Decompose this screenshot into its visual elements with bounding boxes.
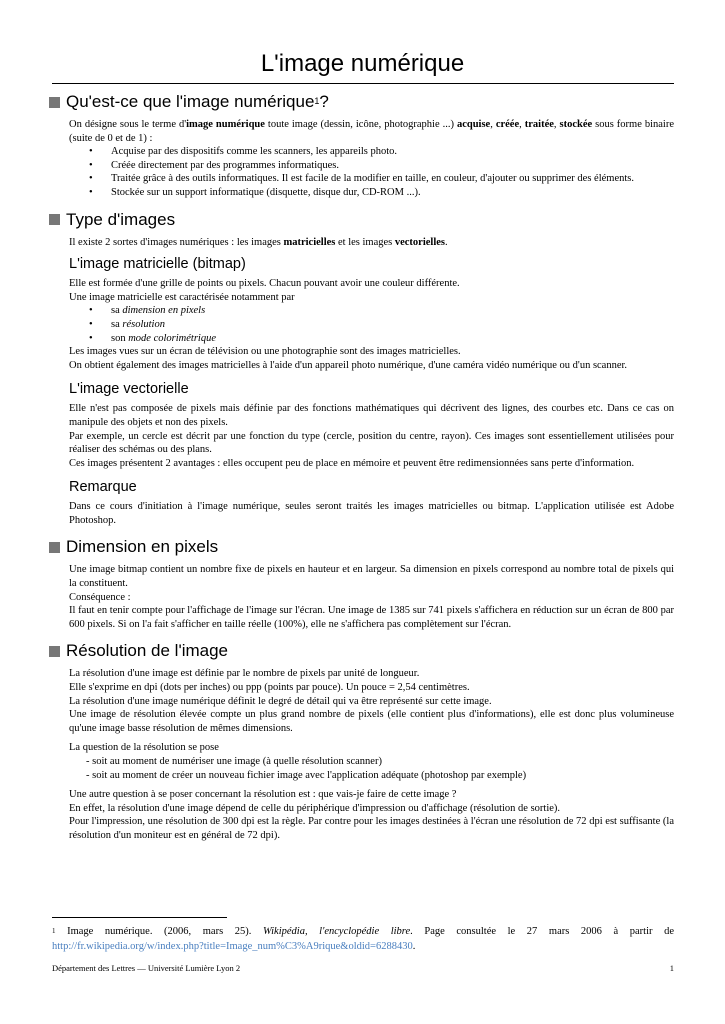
- paragraph: Une image matricielle est caractérisée notamment par: [69, 291, 295, 303]
- page-number: 1: [669, 963, 674, 973]
- title-rule: [52, 83, 674, 84]
- section-heading: [49, 640, 674, 662]
- subsection-heading: L'image matricielle (bitmap): [69, 256, 246, 273]
- square-bullet-icon: [49, 214, 60, 225]
- bold-term: vectorielles: [394, 236, 445, 248]
- heading-text: Résolution de l'image: [66, 641, 229, 661]
- paragraph: La résolution d'une image numérique définit le degré de détail qui va être représenté sur cette image.: [69, 695, 492, 707]
- section-types: [52, 209, 674, 528]
- list-item: [69, 304, 674, 318]
- italic-term: mode colorimétrique: [128, 332, 216, 344]
- text-run: On désigne sous le terme d': [69, 119, 187, 130]
- paragraph: Conséquence :: [69, 591, 131, 603]
- paragraph: Ces images présentent 2 avantages : elles occupent peu de place en mémoire et peuvent être redimensionnées sans perte d'information.: [69, 457, 635, 469]
- page-footer: [52, 963, 674, 974]
- text-run: et les images: [335, 236, 395, 248]
- text-run: Il existe 2 sortes d'images numériques : les images: [69, 236, 284, 248]
- heading-text: Qu'est-ce que l'image numérique: [66, 92, 315, 111]
- dash-item: - soit au moment de créer un nouveau fichier image avec l'application adéquate (photoshop par exemple): [86, 769, 527, 781]
- heading-text: Type d'images: [66, 209, 176, 229]
- footer-left: Département des Lettres — Université Lumière Lyon 2: [52, 963, 241, 973]
- bold-term: matricielles: [283, 236, 336, 248]
- paragraph: Une image bitmap contient un nombre fixe de pixels en hauteur et en largeur. Sa dimension en pixels correspond au nombre total de pixels qui la constituent.: [69, 564, 674, 590]
- paragraph: Une image de résolution élevée compte un plus grand nombre de pixels (elle contient plus d'informations), elle est donc plus volumineuse qu'une image basse résolution de mêmes dimensions.: [69, 709, 674, 734]
- paragraph: Elle est formée d'une grille de points ou pixels. Chacun pouvant avoir une couleur différente.: [69, 278, 460, 290]
- footnote-number: 1: [52, 927, 56, 935]
- section-resolution: [52, 640, 674, 842]
- bold-term: acquise: [456, 119, 491, 130]
- bold-term: image numérique: [186, 119, 265, 130]
- paragraph: Dans ce cours d'initiation à l'image numérique, seules seront traités les images matricielles ou bitmap. L'application utilisée est Adobe Photoshop.: [69, 501, 674, 526]
- footnote-link[interactable]: http://fr.wikipedia.org/w/index.php?title=Image_num%C3%A9rique&oldid=6288430: [52, 941, 413, 952]
- heading-end: ?: [319, 92, 329, 111]
- text-run: .: [445, 236, 448, 248]
- list-item: • Acquise par des dispositifs comme les scanners, les appareils photo.: [69, 145, 674, 159]
- section-heading: [49, 91, 674, 113]
- list-item: • Stockée sur un support informatique (disquette, disque dur, CD-ROM ...).: [69, 186, 674, 200]
- paragraph: La résolution d'une image est définie par le nombre de pixels par unité de longueur.: [69, 668, 420, 680]
- main-content: [52, 91, 674, 852]
- bold-term: stockée: [559, 119, 593, 130]
- text-run: ,: [553, 119, 560, 130]
- subsection-heading: L'image vectorielle: [69, 381, 189, 398]
- text-run: Image numérique. (2006, mars 25).: [55, 926, 263, 937]
- italic-term: dimension en pixels: [122, 305, 206, 317]
- subsection-heading: Remarque: [69, 479, 137, 496]
- paragraph: On obtient également des images matricielles à l'aide d'un appareil photo numérique, d'une caméra vidéo numérique ou d'un scanner.: [69, 359, 628, 371]
- text-run: son: [111, 332, 129, 344]
- text-run: sa: [111, 318, 123, 330]
- footnote-ref[interactable]: 1: [314, 96, 320, 106]
- list-item: [69, 332, 674, 346]
- list-item: • Créée directement par des programmes informatiques.: [69, 159, 674, 173]
- text-run: sa: [111, 305, 123, 317]
- dash-item: - soit au moment de numériser une image (à quelle résolution scanner): [86, 756, 382, 767]
- page-title: L'image numérique: [260, 50, 465, 77]
- paragraph: Il faut en tenir compte pour l'affichage de l'image sur l'écran. Une image de 1385 sur 741 pixels s'affichera en réduction sur un écran de 800 par 600 pixels. Si on l'a fait s'afficher en taille réelle (100%), elle ne s'affichera pas complètement sur l'écran.: [69, 605, 674, 630]
- section-dimension: [52, 536, 674, 631]
- paragraph: Une autre question à se poser concernant la résolution est : que vais-je faire de cette image ?: [69, 789, 457, 801]
- heading-text: Dimension en pixels: [66, 537, 219, 557]
- footnote-rule: [52, 917, 227, 918]
- footnote: [52, 924, 674, 954]
- paragraph: Elle s'exprime en dpi (dots per inches) ou ppp (points par pouce). Un pouce = 2,54 centimètres.: [69, 682, 470, 694]
- subsection-vector: [52, 380, 674, 470]
- italic-term: résolution: [122, 318, 165, 330]
- text-run: sous forme binaire (suite de 0 et de 1) :: [69, 119, 675, 144]
- italic-term: Wikipédia, l'encyclopédie libre: [262, 926, 411, 937]
- paragraph: En effet, la résolution d'une image dépend de celle du périphérique d'impression ou d'affichage (résolution de sortie).: [69, 802, 561, 814]
- bullet-list: [69, 145, 674, 199]
- intro-paragraph: [69, 118, 674, 145]
- bullet-list: [69, 304, 674, 345]
- paragraph: Les images vues sur un écran de télévision ou une photographie sont des images matricielles.: [69, 346, 461, 358]
- text-run: ,: [519, 119, 525, 130]
- square-bullet-icon: [49, 97, 60, 108]
- text-run: ,: [490, 119, 496, 130]
- text-run: toute image (dessin, icône, photographie ...): [264, 119, 457, 130]
- bold-term: traitée: [524, 119, 554, 130]
- list-item: [69, 318, 674, 332]
- section-heading: [49, 209, 674, 231]
- text-run: . Page consultée le 27 mars 2006 à partir de: [410, 926, 674, 937]
- section-what-is: [52, 91, 674, 200]
- subsection-remark: [52, 478, 674, 527]
- square-bullet-icon: [49, 542, 60, 553]
- bold-term: créée: [495, 119, 520, 130]
- paragraph: La question de la résolution se pose: [69, 742, 219, 754]
- section-heading: [49, 536, 674, 558]
- paragraph: Pour l'impression, une résolution de 300 dpi est la règle. Par contre pour les images destinées à l'écran une résolution de 72 dpi est suffisante (la résolution d'un moniteur est en général de 72 dpi).: [69, 816, 674, 841]
- text-run: .: [412, 941, 416, 952]
- intro-paragraph: [69, 236, 674, 250]
- paragraph: Elle n'est pas composée de pixels mais définie par des fonctions mathématiques qui décrivent des lignes, des courbes etc. Dans ce cas on manipule des objets et non des pixels.: [69, 403, 674, 428]
- subsection-bitmap: [52, 255, 674, 372]
- square-bullet-icon: [49, 646, 60, 657]
- list-item: • Traitée grâce à des outils informatiques. Il est facile de la modifier en taille, en couleur, d'ajouter ou supprimer des éléments.: [69, 172, 674, 186]
- paragraph: Par exemple, un cercle est décrit par une fonction du type (cercle, position du centre, rayon). Ces images sont essentiellement utilisées pour réaliser des schémas ou des plans.: [69, 430, 674, 456]
